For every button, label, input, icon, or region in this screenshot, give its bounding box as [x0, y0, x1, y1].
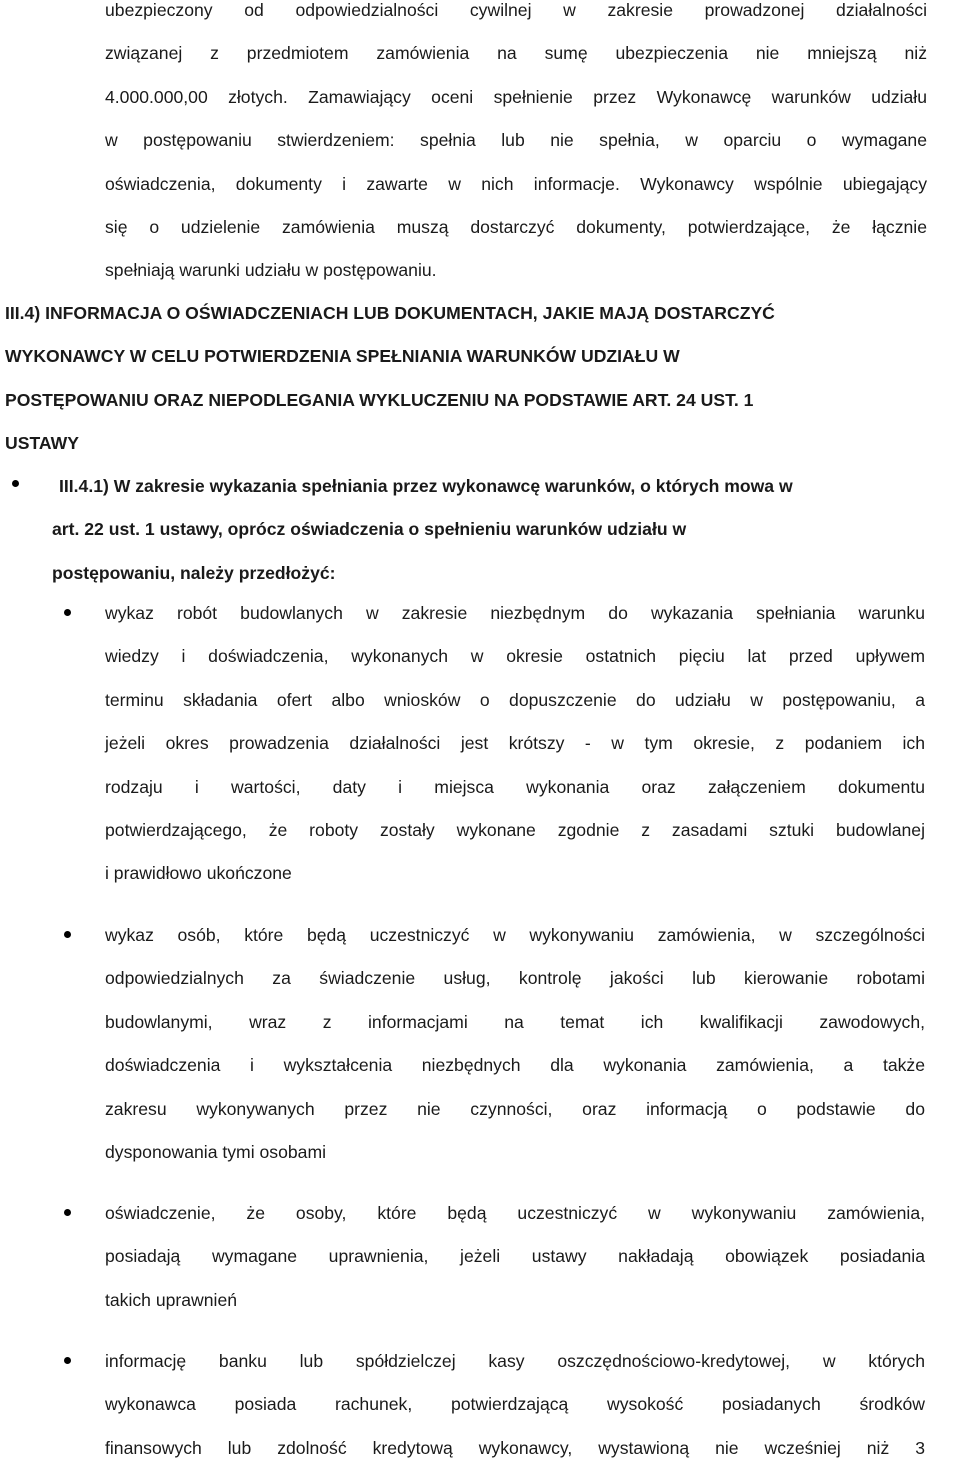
subsection-line: postępowaniu, należy przedłożyć:	[52, 562, 336, 583]
list-item	[105, 1340, 925, 1470]
text-line: finansowych lub zdolność kredytową wykonawcy, wystawioną nie wcześniej niż 3	[105, 1437, 925, 1458]
list-item	[105, 1192, 925, 1322]
text-line: potwierdzającego, że roboty zostały wykonane zgodnie z zasadami sztuki budowlanej	[105, 820, 925, 841]
text-line: 4.000.000,00 złotych. Zamawiający oceni spełnienie przez Wykonawcę warunków udziału	[105, 86, 927, 107]
text-line: budowlanymi, wraz z informacjami na temat ich kwalifikacji zawodowych,	[105, 1011, 925, 1032]
heading-line: USTAWY	[5, 433, 79, 454]
text-line: informację banku lub spółdzielczej kasy oszczędnościowo-kredytowej, w których	[105, 1351, 925, 1371]
text-line: posiadają wymagane uprawnienia, jeżeli ustawy nakładają obowiązek posiadania	[105, 1246, 925, 1267]
subsection-line: art. 22 ust. 1 ustawy, oprócz oświadczenia o spełnieniu warunków udziału w	[52, 519, 687, 540]
text-line: wykaz osób, które będą uczestniczyć w wykonywaniu zamówienia, w szczególności	[105, 925, 925, 945]
text-line: oświadczenie, że osoby, które będą uczestniczyć w wykonywaniu zamówienia,	[105, 1203, 925, 1223]
text-line: takich uprawnień	[105, 1289, 238, 1310]
heading-line: III.4) INFORMACJA O OŚWIADCZENIACH LUB DOKUMENTACH, JAKIE MAJĄ DOSTARCZYĆ	[5, 303, 775, 323]
text-line: rodzaju i wartości, daty i miejsca wykonania oraz załączeniem dokumentu	[105, 776, 925, 797]
bullet-icon	[64, 609, 71, 616]
text-line: wiedzy i doświadczenia, wykonanych w okresie ostatnich pięciu lat przed upływem	[105, 646, 925, 667]
text-line: doświadczenia i wykształcenia niezbędnych dla wykonania zamówienia, a także	[105, 1055, 925, 1076]
text-line: i prawidłowo ukończone	[105, 863, 292, 884]
heading-line: POSTĘPOWANIU ORAZ NIEPODLEGANIA WYKLUCZENIU NA PODSTAWIE ART. 24 UST. 1	[5, 389, 754, 410]
subsection-heading	[52, 465, 932, 595]
text-line: w postępowaniu stwierdzeniem: spełnia lub nie spełnia, w oparciu o wymagane	[105, 130, 927, 151]
list-item	[105, 914, 925, 1174]
text-line: spełniają warunki udziału w postępowaniu.	[105, 260, 437, 281]
text-line: jeżeli okres prowadzenia działalności jest krótszy - w tym okresie, z podaniem ich	[105, 733, 925, 754]
subsection-line: III.4.1) W zakresie wykazania spełniania przez wykonawcę warunków, o których mowa w	[59, 476, 793, 496]
intro-paragraph	[105, 0, 927, 293]
bullet-icon	[64, 931, 71, 938]
text-line: odpowiedzialnych za świadczenie usług, kontrolę jakości lub kierowanie robotami	[105, 968, 925, 989]
text-line: ubezpieczony od odpowiedzialności cywilnej w zakresie prowadzonej działalności	[105, 0, 927, 20]
text-line: wykaz robót budowlanych w zakresie niezbędnym do wykazania spełniania warunku	[105, 603, 925, 623]
list-item	[105, 592, 925, 896]
bullet-icon	[64, 1209, 71, 1216]
text-line: związanej z przedmiotem zamówienia na sumę ubezpieczenia nie mniejszą niż	[105, 43, 927, 64]
text-line: dysponowania tymi osobami	[105, 1142, 327, 1163]
text-line: zakresu wykonywanych przez nie czynności, oraz informacją o podstawie do	[105, 1098, 925, 1119]
bullet-icon	[64, 1357, 71, 1364]
text-line: wykonawca posiada rachunek, potwierdzającą wysokość posiadanych środków	[105, 1394, 925, 1415]
text-line: się o udzielenie zamówienia muszą dostarczyć dokumenty, potwierdzające, że łącznie	[105, 217, 927, 238]
text-line: oświadczenia, dokumenty i zawarte w nich informacje. Wykonawcy wspólnie ubiegający	[105, 173, 927, 194]
text-line: terminu składania ofert albo wniosków o dopuszczenie do udziału w postępowaniu, a	[105, 689, 925, 710]
bullet-icon	[12, 480, 19, 487]
section-heading	[5, 292, 945, 466]
heading-line: WYKONAWCY W CELU POTWIERDZENIA SPEŁNIANIA WARUNKÓW UDZIAŁU W	[5, 346, 680, 367]
